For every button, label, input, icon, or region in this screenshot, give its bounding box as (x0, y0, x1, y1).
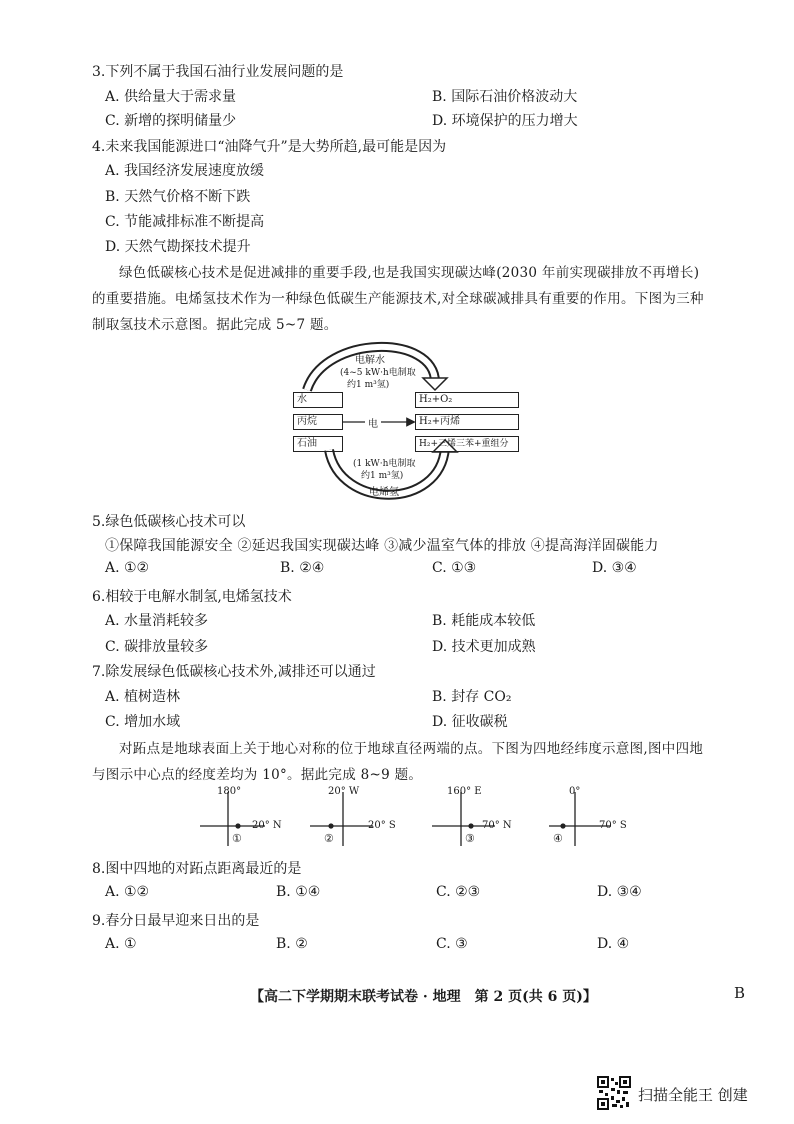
version-label: B (734, 984, 746, 1002)
q7-option-c: C. 增加水域 (105, 714, 181, 730)
q5-items: ①保障我国能源安全 ②延迟我国实现碳达峰 ③减少温室气体的排放 ④提高海洋固碳能力 (105, 538, 659, 554)
lon-3: 160° E (447, 786, 482, 797)
cross-2 (310, 792, 373, 846)
q9-stem: 9.春分日最早迎来日出的是 (92, 913, 260, 929)
point-1 (235, 823, 240, 828)
q4-stem: 4.未来我国能源进口“油降气升”是大势所趋,最可能是因为 (92, 139, 447, 155)
left-box-oil: 石油 (293, 436, 343, 452)
q8-option-d: D. ③④ (597, 884, 642, 900)
lon-1: 180° (217, 786, 242, 797)
q7-option-d: D. 征收碳税 (432, 714, 508, 730)
q9-option-d: D. ④ (597, 936, 630, 952)
right-box-1: H₂+O₂ (415, 392, 519, 408)
q9-option-a: A. ① (105, 936, 137, 952)
q6-option-d: D. 技术更加成熟 (432, 639, 536, 655)
q8-stem: 8.图中四地的对跖点距离最近的是 (92, 861, 302, 877)
q3-option-d: D. 环境保护的压力增大 (432, 113, 578, 129)
q3-option-c: C. 新增的探明储量少 (105, 113, 237, 129)
top-label-1: 电解水 (355, 355, 385, 366)
top-arrow-head (423, 378, 447, 390)
watermark-text: 扫描全能王 创建 (638, 1086, 748, 1104)
passage-antipode: 对跖点是地球表面上关于地心对称的位于地球直径两端的点。下图为四地经纬度示意图,图中四地与图示中心点的经度差均为 10°。据此完成 8~9 题。 (92, 741, 704, 783)
q5-option-c: C. ①③ (432, 560, 477, 576)
q3-stem: 3.下列不属于我国石油行业发展问题的是 (92, 64, 344, 80)
mark-3: ③ (465, 832, 475, 845)
q3-option-a: A. 供给量大于需求量 (105, 89, 237, 105)
mark-2: ② (324, 832, 334, 845)
center-label: 电 (368, 419, 378, 430)
q9-option-c: C. ③ (436, 936, 468, 952)
mark-4: ④ (553, 832, 563, 845)
passage-hydrogen: 绿色低碳核心技术是促进减排的重要手段,也是我国实现碳达峰(2030 年前实现碳排放不再增长)的重要措施。电烯氢技术作为一种绿色低碳生产能源技术,对全球碳减排具有重要的作用。下图为三种制取氢技术示意图。据此完成 5~7 题。 (92, 265, 704, 333)
q8-option-a: A. ①② (105, 884, 150, 900)
lat-4: 70° S (599, 820, 627, 831)
q5-option-a: A. ①② (105, 560, 150, 576)
q8-option-c: C. ②③ (436, 884, 481, 900)
point-3 (468, 823, 473, 828)
cross-3 (432, 792, 495, 846)
q9-option-b: B. ② (276, 936, 308, 952)
bottom-label-1: (1 kW·h电制取 (353, 459, 416, 469)
left-box-water: 水 (293, 392, 343, 408)
q6-option-b: B. 耗能成本较低 (432, 613, 536, 629)
q6-stem: 6.相较于电解水制氢,电烯氢技术 (92, 589, 292, 605)
page-footer: 【高二下学期期末联考试卷 · 地理 第 2 页(共 6 页)】 (250, 989, 597, 1005)
q5-stem: 5.绿色低碳核心技术可以 (92, 514, 246, 530)
q4-option-a: A. 我国经济发展速度放缓 (105, 163, 265, 179)
q3-option-b: B. 国际石油价格波动大 (432, 89, 578, 105)
lat-1: 20° N (252, 820, 282, 831)
q8-option-b: B. ①④ (276, 884, 321, 900)
qr-code-icon (597, 1076, 631, 1110)
lat-3: 70° N (482, 820, 512, 831)
top-label-2: (4~5 kW·h电制取 (340, 368, 416, 378)
q7-stem: 7.除发展绿色低碳核心技术外,减排还可以通过 (92, 664, 376, 680)
q4-option-d: D. 天然气勘探技术提升 (105, 239, 251, 255)
bottom-label-3: 电烯氢 (369, 487, 399, 498)
q4-option-c: C. 节能减排标准不断提高 (105, 214, 265, 230)
mark-1: ① (232, 832, 242, 845)
hydrogen-diagram (285, 340, 525, 500)
q7-option-b: B. 封存 CO₂ (432, 689, 512, 705)
lon-4: 0° (569, 786, 581, 797)
q6-option-c: C. 碳排放量较多 (105, 639, 209, 655)
left-box-propane: 丙烷 (293, 414, 343, 430)
top-label-3: 约1 m³氢) (347, 380, 390, 390)
lon-2: 20° W (328, 786, 360, 797)
right-box-2: H₂+丙烯 (415, 414, 519, 430)
bottom-label-2: 约1 m³氢) (361, 471, 404, 481)
q6-option-a: A. 水量消耗较多 (105, 613, 209, 629)
q7-option-a: A. 植树造林 (105, 689, 181, 705)
right-box-3: H₂+三烯三苯+重组分 (415, 436, 519, 452)
point-2 (328, 823, 333, 828)
point-4 (560, 823, 565, 828)
q4-option-b: B. 天然气价格不断下跌 (105, 189, 251, 205)
lat-2: 20° S (368, 820, 396, 831)
coordinate-figure (195, 786, 655, 848)
q5-option-d: D. ③④ (592, 560, 637, 576)
q5-option-b: B. ②④ (280, 560, 325, 576)
